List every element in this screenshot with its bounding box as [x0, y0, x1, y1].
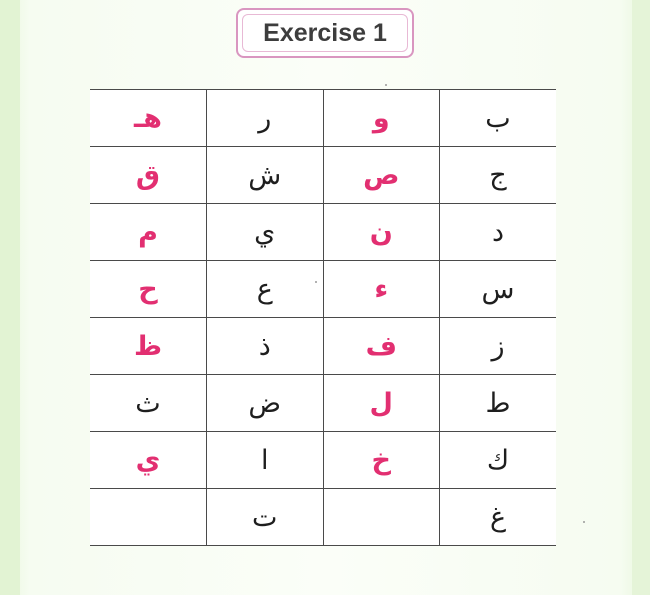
- letter-cell: هـ: [90, 90, 207, 147]
- letter-cell: ث: [90, 375, 207, 432]
- table-row: [90, 261, 556, 318]
- letter-cell: ك: [440, 432, 557, 489]
- letter-cell: ء: [323, 261, 440, 318]
- letter-cell: م: [90, 204, 207, 261]
- letter-cell: د: [440, 204, 557, 261]
- letter-cell: خ: [323, 432, 440, 489]
- letter-cell: ي: [207, 204, 324, 261]
- page-title: Exercise 1: [242, 14, 408, 52]
- letter-cell: ج: [440, 147, 557, 204]
- table-row: [90, 204, 556, 261]
- letter-cell: ذ: [207, 318, 324, 375]
- letter-cell: ن: [323, 204, 440, 261]
- letter-cell: ق: [90, 147, 207, 204]
- paper-speck: [583, 521, 585, 523]
- table-row: [90, 375, 556, 432]
- table-row: [90, 489, 556, 546]
- letter-cell: ع: [207, 261, 324, 318]
- letter-cell: و: [323, 90, 440, 147]
- letter-cell: ش: [207, 147, 324, 204]
- letter-cell: ح: [90, 261, 207, 318]
- letter-cell: ت: [207, 489, 324, 546]
- letter-cell: ر: [207, 90, 324, 147]
- table-row: [90, 90, 556, 147]
- paper-speck: [385, 84, 387, 86]
- letter-cell: ي: [90, 432, 207, 489]
- right-margin-band: [632, 0, 650, 595]
- letter-cell: س: [440, 261, 557, 318]
- title-box: [236, 8, 414, 58]
- left-margin-band: [0, 0, 20, 595]
- letter-cell: ط: [440, 375, 557, 432]
- table-row: [90, 147, 556, 204]
- letter-cell: ف: [323, 318, 440, 375]
- table-row: [90, 432, 556, 489]
- letter-cell: ص: [323, 147, 440, 204]
- letter-grid: [90, 89, 556, 546]
- letter-cell: [90, 489, 207, 546]
- letter-cell: ب: [440, 90, 557, 147]
- letter-cell: ز: [440, 318, 557, 375]
- letter-cell: ظ: [90, 318, 207, 375]
- letter-cell: [323, 489, 440, 546]
- letter-cell: غ: [440, 489, 557, 546]
- letter-cell: ض: [207, 375, 324, 432]
- letter-grid-body: [90, 90, 556, 546]
- paper-speck: [315, 281, 317, 283]
- table-row: [90, 318, 556, 375]
- letter-cell: ا: [207, 432, 324, 489]
- letter-cell: ل: [323, 375, 440, 432]
